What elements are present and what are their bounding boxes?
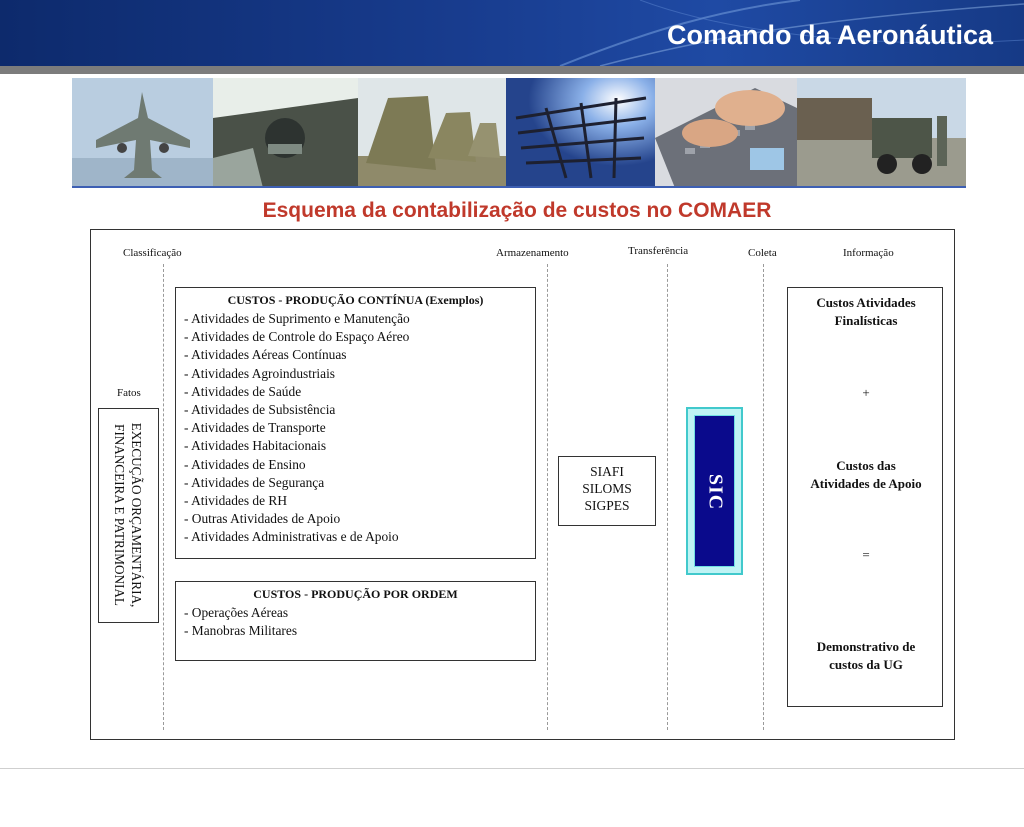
header-title: Comando da Aeronáutica — [666, 20, 993, 50]
info-line: Finalísticas — [834, 313, 898, 328]
list-item: - Atividades Aéreas Contínuas — [184, 347, 347, 363]
continuous-production-title: CUSTOS - PRODUÇÃO CONTÍNUA (Exemplos) — [227, 293, 484, 307]
sic-label: SIC — [704, 473, 727, 511]
info-line: Demonstrativo de — [816, 639, 916, 654]
fatos-text-line: EXECUÇÃO ORÇAMENTÁRIA, — [129, 422, 144, 608]
column-divider — [163, 264, 164, 730]
list-item: - Atividades de Ensino — [184, 456, 306, 472]
order-production-title: CUSTOS - PRODUÇÃO POR ORDEM — [253, 587, 458, 601]
info-support-costs — [788, 457, 944, 493]
list-item: - Atividades de RH — [184, 493, 288, 509]
list-item: - Atividades de Saúde — [184, 383, 302, 399]
photo-strip — [72, 78, 966, 188]
list-item: - Atividades Habitacionais — [184, 438, 327, 454]
header-bar — [0, 0, 1024, 66]
pilot-cockpit-photo — [213, 78, 358, 188]
continuous-production-list — [176, 310, 535, 547]
column-header-classificacao: Classificação — [123, 247, 182, 259]
photo-strip-underline — [72, 186, 966, 188]
system-siafi: SIAFI — [590, 464, 624, 479]
field-tents-photo — [358, 78, 506, 188]
list-item: - Atividades de Controle do Espaço Aéreo — [184, 329, 410, 345]
info-ug-cost-statement — [788, 638, 944, 674]
sic-box-inner — [694, 415, 735, 567]
list-item: - Atividades de Transporte — [184, 420, 326, 436]
fatos-text — [111, 410, 145, 620]
continuous-production-box — [175, 287, 536, 559]
fatos-label: Fatos — [117, 387, 141, 399]
radar-antenna-photo — [506, 78, 655, 188]
info-line: Custos Atividades — [816, 295, 916, 310]
keyboard-typing-photo — [655, 78, 797, 188]
column-divider — [763, 264, 764, 730]
info-line: Custos das — [836, 458, 896, 473]
column-header-informacao: Informação — [843, 247, 894, 259]
sic-box — [686, 407, 743, 575]
info-equals-sign: = — [862, 547, 870, 562]
info-finalistic-costs — [788, 294, 944, 330]
column-header-armazenamento: Armazenamento — [496, 247, 569, 259]
info-line: custos da UG — [829, 657, 903, 672]
system-siloms: SILOMS — [582, 481, 632, 496]
order-production-box — [175, 581, 536, 661]
list-item: - Atividades Agroindustriais — [184, 365, 336, 381]
footer-divider — [0, 768, 1024, 769]
info-plus-sign: + — [862, 385, 870, 400]
list-item: - Atividades Administrativas e de Apoio — [184, 529, 399, 545]
column-divider — [547, 264, 548, 730]
fatos-text-line: FINANCEIRA E PATRIMONIAL — [112, 424, 127, 606]
diagram-title-text: Esquema da contabilização de custos no COMAER — [262, 199, 772, 222]
list-item: - Operações Aéreas — [184, 605, 289, 620]
column-header-coleta: Coleta — [748, 247, 777, 259]
systems-box — [558, 456, 656, 526]
fighter-jet-photo — [72, 78, 213, 188]
info-line: Atividades de Apoio — [810, 476, 922, 491]
order-production-list — [176, 604, 535, 640]
column-header-transferencia: Transferência — [628, 245, 689, 257]
list-item: - Manobras Militares — [184, 623, 298, 639]
list-item: - Atividades de Subsistência — [184, 402, 336, 418]
list-item: - Atividades de Suprimento e Manutenção — [184, 311, 410, 326]
diagram-title — [0, 199, 1024, 223]
header-stripe — [0, 66, 1024, 74]
column-divider — [667, 264, 668, 730]
system-sigpes: SIGPES — [584, 498, 630, 513]
information-box — [787, 287, 943, 707]
list-item: - Atividades de Segurança — [184, 474, 325, 490]
list-item: - Outras Atividades de Apoio — [184, 511, 341, 527]
forklift-cargo-photo — [797, 78, 966, 188]
